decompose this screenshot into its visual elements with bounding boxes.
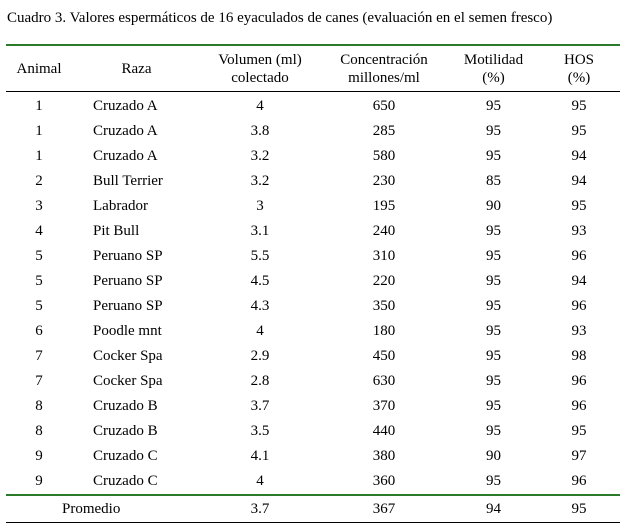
cell-volumen: 2.8: [250, 373, 270, 389]
cell-animal: 2: [35, 173, 43, 189]
cell-hos: 96: [571, 298, 587, 314]
header-motilidad-line1: Motilidad: [463, 51, 524, 68]
cell-raza: Pit Bull: [93, 223, 140, 239]
cell-motilidad: 95: [486, 223, 501, 239]
cell-animal: 1: [35, 98, 43, 114]
cell-raza: Poodle mnt: [93, 323, 162, 339]
cell-animal: 1: [35, 148, 43, 164]
cell-raza: Cruzado B: [93, 398, 158, 414]
cell-concentracion: 310: [372, 248, 396, 264]
cell-animal: 8: [35, 398, 43, 414]
table-row: [6, 319, 620, 344]
cell-hos: 93: [571, 223, 587, 239]
cell-concentracion: 360: [372, 473, 396, 489]
cell-animal: 5: [35, 273, 43, 289]
cell-concentracion: 240: [372, 223, 396, 239]
cell-raza: Cruzado A: [93, 98, 158, 114]
cell-volumen: 3: [256, 198, 264, 214]
cell-animal: 3: [35, 198, 43, 214]
header-hos: [538, 45, 620, 92]
cell-concentracion: 440: [372, 423, 396, 439]
cell-raza: Bull Terrier: [93, 173, 163, 189]
cell-concentracion: 370: [372, 398, 396, 414]
table-body: [6, 92, 620, 496]
cell-volumen: 3.7: [250, 398, 270, 414]
cell-motilidad: 90: [486, 198, 501, 214]
cell-concentracion: 350: [372, 298, 396, 314]
cell-motilidad: 95: [486, 273, 501, 289]
cell-raza: Cruzado C: [93, 473, 158, 489]
cell-concentracion: 580: [372, 148, 396, 164]
cell-volumen: 2.9: [250, 348, 270, 364]
cell-motilidad: 95: [486, 323, 501, 339]
cell-raza: Cruzado C: [93, 448, 158, 464]
cell-volumen: 3.2: [250, 148, 270, 164]
cell-animal: 4: [35, 223, 43, 239]
cell-concentracion: 380: [372, 448, 396, 464]
header-volumen-line2: colectado: [231, 69, 289, 86]
cell-motilidad: 95: [486, 123, 501, 139]
cell-raza: Labrador: [93, 198, 148, 214]
cell-volumen: 3.1: [250, 223, 270, 239]
header-volumen: [201, 45, 319, 92]
cell-raza: Cocker Spa: [93, 373, 163, 389]
header-hos-line1: HOS: [563, 51, 594, 68]
table-row: [6, 419, 620, 444]
cell-hos: 96: [571, 398, 587, 414]
cell-motilidad: 95: [486, 248, 501, 264]
cell-motilidad: 95: [486, 298, 501, 314]
cell-motilidad: 95: [486, 423, 501, 439]
cell-raza: Cruzado B: [93, 423, 158, 439]
cell-animal: 5: [35, 248, 43, 264]
cell-motilidad: 95: [486, 348, 501, 364]
cell-hos: 94: [571, 173, 587, 189]
cell-hos: 96: [571, 248, 587, 264]
cell-concentracion: 450: [372, 348, 396, 364]
cell-volumen: 4.5: [250, 273, 270, 289]
table-caption: Cuadro 3. Valores espermáticos de 16 eyaculados de canes (evaluación en el semen fresco): [7, 10, 553, 26]
summary-concentracion: 367: [319, 495, 449, 523]
semen-values-table: [6, 44, 620, 523]
cell-animal: 5: [35, 298, 43, 314]
cell-hos: 95: [571, 123, 587, 139]
header-hos-line2: (%): [567, 69, 591, 86]
table-row: [6, 169, 620, 194]
header-motilidad-line2: (%): [482, 69, 505, 86]
cell-volumen: 4: [256, 323, 264, 339]
header-raza: Raza: [72, 45, 201, 92]
table-row: [6, 244, 620, 269]
summary-volumen: 3.7: [201, 495, 319, 523]
cell-animal: 6: [35, 323, 43, 339]
cell-hos: 97: [571, 448, 587, 464]
table-header: [6, 45, 620, 92]
cell-animal: 9: [35, 473, 43, 489]
cell-hos: 94: [571, 148, 587, 164]
cell-animal: 7: [35, 373, 43, 389]
cell-hos: 96: [571, 373, 587, 389]
table-row: [6, 269, 620, 294]
cell-motilidad: 95: [486, 148, 501, 164]
cell-concentracion: 220: [372, 273, 396, 289]
cell-motilidad: 95: [486, 473, 501, 489]
cell-hos: 93: [571, 323, 587, 339]
cell-volumen: 3.8: [250, 123, 270, 139]
cell-motilidad: 95: [486, 373, 501, 389]
cell-concentracion: 630: [372, 373, 396, 389]
cell-volumen: 4.3: [250, 298, 270, 314]
cell-volumen: 3.2: [250, 173, 270, 189]
cell-concentracion: 230: [372, 173, 396, 189]
cell-concentracion: 195: [372, 198, 396, 214]
cell-motilidad: 95: [486, 398, 501, 414]
cell-raza: Peruano SP: [93, 298, 163, 314]
cell-animal: 8: [35, 423, 43, 439]
table-row: [6, 394, 620, 419]
header-volumen-line1: Volumen (ml): [218, 51, 302, 68]
table-row: [6, 294, 620, 319]
cell-concentracion: 650: [372, 98, 396, 114]
cell-animal: 1: [35, 123, 43, 139]
cell-hos: 95: [571, 98, 587, 114]
cell-animal: 9: [35, 448, 43, 464]
cell-motilidad: 85: [486, 173, 501, 189]
cell-raza: Peruano SP: [93, 273, 163, 289]
table-row: [6, 92, 620, 120]
cell-raza: Cruzado A: [93, 123, 158, 139]
cell-hos: 98: [571, 348, 587, 364]
header-motilidad: [449, 45, 538, 92]
cell-hos: 94: [571, 273, 587, 289]
cell-raza: Peruano SP: [93, 248, 163, 264]
cell-hos: 95: [571, 423, 587, 439]
cell-concentracion: 180: [372, 323, 396, 339]
table-row: [6, 469, 620, 495]
table-row: [6, 369, 620, 394]
cell-raza: Cruzado A: [93, 148, 158, 164]
cell-animal: 7: [35, 348, 43, 364]
cell-raza: Cocker Spa: [93, 348, 163, 364]
summary-motilidad: 94: [449, 495, 538, 523]
table-summary: [6, 495, 620, 523]
cell-concentracion: 285: [372, 123, 396, 139]
cell-volumen: 4: [256, 473, 264, 489]
summary-row: [6, 495, 620, 523]
cell-motilidad: 95: [486, 98, 501, 114]
cell-volumen: 4.1: [250, 448, 270, 464]
table-row: [6, 444, 620, 469]
cell-motilidad: 90: [486, 448, 501, 464]
summary-label: Promedio: [6, 495, 201, 523]
header-concentracion: [319, 45, 449, 92]
header-concentracion-line1: Concentración: [340, 51, 428, 68]
cell-volumen: 4: [256, 98, 264, 114]
table-row: [6, 194, 620, 219]
cell-hos: 96: [571, 473, 587, 489]
table-row: [6, 144, 620, 169]
table-row: [6, 119, 620, 144]
header-animal: Animal: [6, 45, 72, 92]
cell-volumen: 3.5: [250, 423, 270, 439]
table-row: [6, 344, 620, 369]
summary-hos: 95: [538, 495, 620, 523]
header-concentracion-line2: millones/ml: [348, 69, 420, 86]
cell-volumen: 5.5: [250, 248, 270, 264]
cell-hos: 95: [571, 198, 587, 214]
table-row: [6, 219, 620, 244]
